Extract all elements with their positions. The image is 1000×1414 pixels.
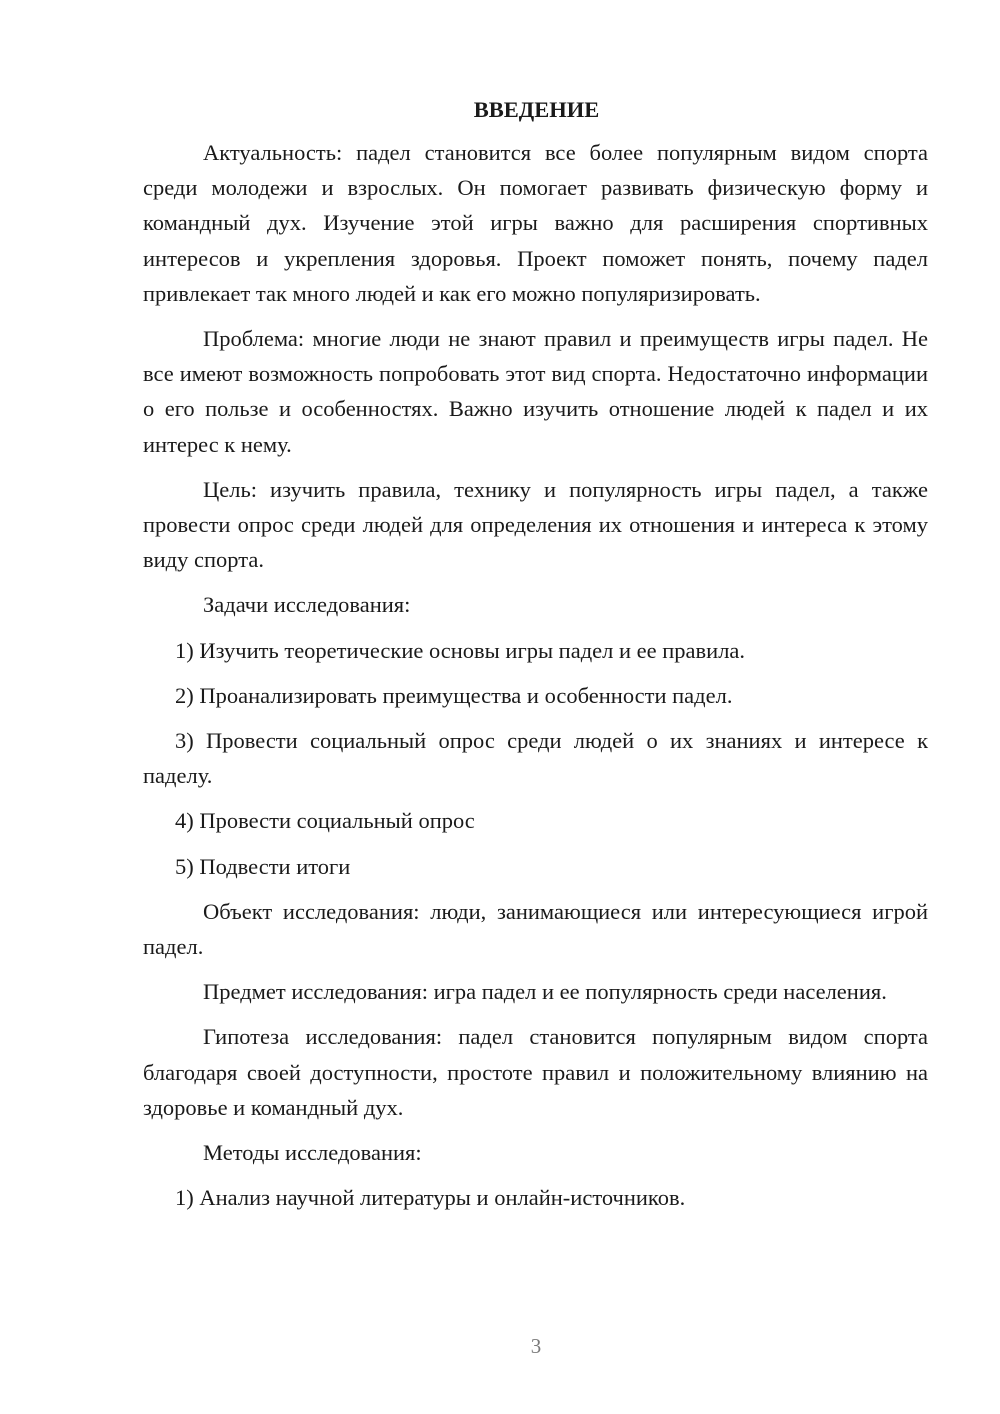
object-paragraph: Объект исследования: люди, занимающиеся или интересующиеся игрой падел. — [143, 898, 928, 960]
subject-paragraph: Предмет исследования: игра падел и ее популярность среди населения. — [203, 979, 887, 1005]
section-title: ВВЕДЕНИЕ — [473, 97, 600, 122]
task-item-2: 2) Проанализировать преимущества и особенности падел. — [175, 682, 733, 708]
task-item-1: 1) Изучить теоретические основы игры падел и ее правила. — [175, 637, 746, 663]
hypothesis-paragraph: Гипотеза исследования: падел становится популярным видом спорта благодаря своей доступности, простоте правил и положительному влиянию на здоровье и командный дух. — [143, 1024, 928, 1120]
document-page — [143, 95, 928, 1225]
task-item-4: 4) Провести социальный опрос — [175, 808, 475, 834]
task-item-5: 5) Подвести итоги — [175, 853, 351, 879]
goal-paragraph: Цель: изучить правила, технику и популярность игры падел, а также провести опрос среди людей для определения их отношения и интереса к этому виду спорта. — [143, 476, 928, 573]
method-item-1: 1) Анализ научной литературы и онлайн-источников. — [175, 1185, 686, 1211]
tasks-heading: Задачи исследования: — [203, 592, 411, 618]
task-item-3: 3) Провести социальный опрос среди людей о их знаниях и интересе к паделу. — [143, 728, 928, 789]
problem-paragraph: Проблема: многие люди не знают правил и преимуществ игры падел. Не все имеют возможность попробовать этот вид спорта. Недостаточно информации о его пользе и особенностях. Важно изучить отношение людей к падел и их интерес к нему. — [143, 326, 928, 457]
relevance-paragraph: Актуальность: падел становится все более популярным видом спорта среди молодежи и взрослых. Он помогает развивать физическую форму и командный дух. Изучение этой игры важно для расширения спортивных интересов и укрепления здоровья. Проект поможет понять, почему падел привлекает так много людей и как его можно популяризировать. — [143, 140, 928, 306]
methods-heading: Методы исследования: — [203, 1140, 422, 1166]
page-number: 3 — [530, 1334, 542, 1358]
